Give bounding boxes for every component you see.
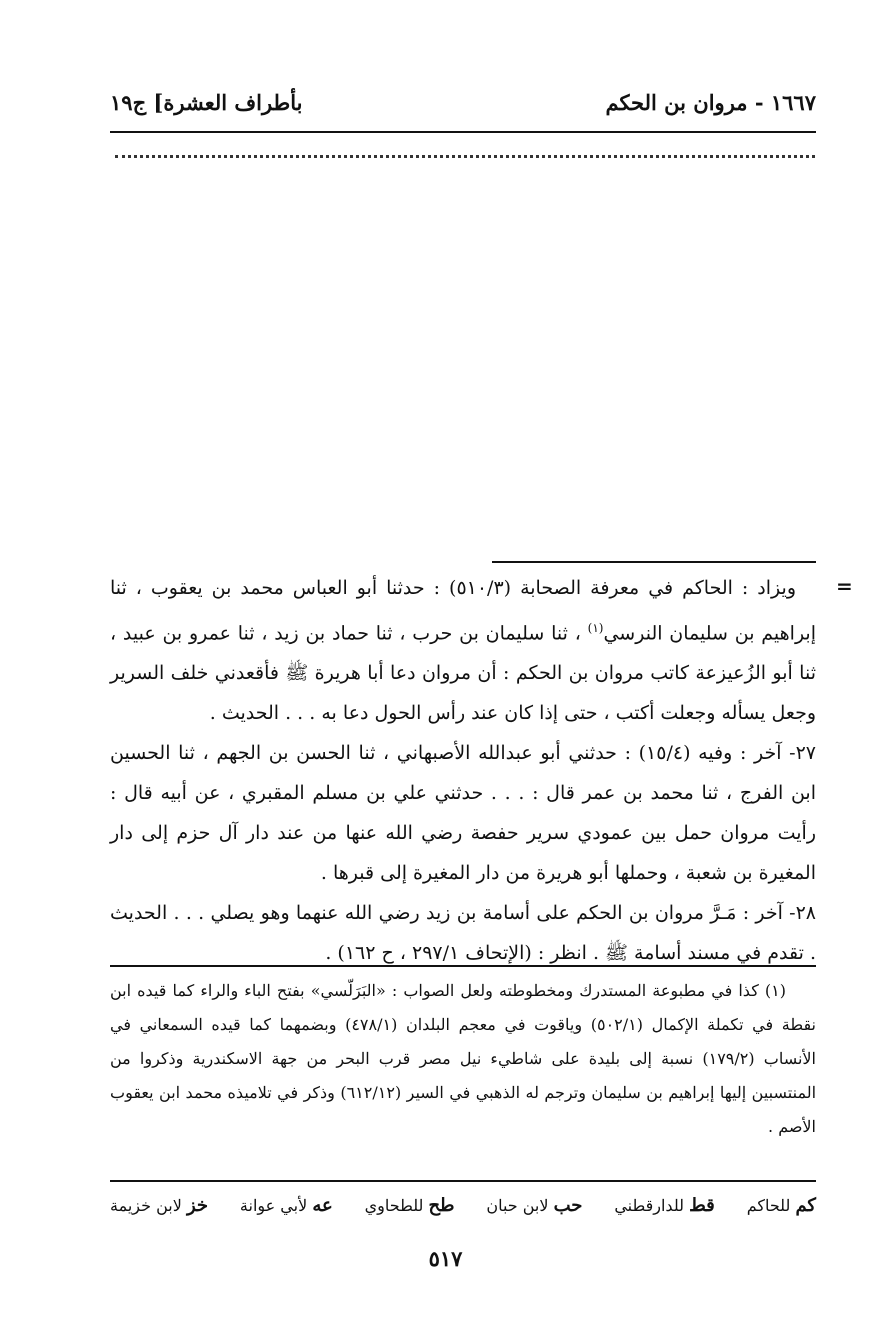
abbreviations-key bbox=[110, 1188, 816, 1222]
abbr-item: خز لابن خزيمة bbox=[110, 1194, 209, 1216]
footnote-reference: (١) bbox=[587, 621, 604, 635]
abbr-item: قط للدارقطني bbox=[614, 1194, 715, 1216]
header-rule bbox=[110, 131, 816, 133]
abbr-item: عه لأبي عوانة bbox=[239, 1194, 333, 1216]
page-number: ٥١٧ bbox=[428, 1246, 463, 1271]
paragraph-28: ٢٨- آخر : مَـرَّ مروان بن الحكم على أسامة بن زيد رضي الله عنهما وهو يصلي . . . الحديث . تقدم في مسند أسامة ﷺ . انظر : (الإتحاف ٢٩٧/١ ، ح ١٦٢) . bbox=[110, 902, 816, 965]
abbr-item: حب لابن حبان bbox=[486, 1194, 583, 1216]
continuation-mark: = bbox=[836, 574, 853, 598]
main-text bbox=[110, 568, 816, 973]
header-volume-title: بأطراف العشرة] ج١٩ bbox=[110, 89, 303, 115]
footnote-rule bbox=[110, 965, 816, 967]
paragraph-hakim: ويزاد : الحاكم في معرفة الصحابة (٥١٠/٣) : حدثنا أبو العباس محمد بن يعقوب ، ثنا إبراهيم بن سليمان النرسي$^{(١)}$ ، ثنا سليمان بن حرب ، ثنا حماد بن زيد ، ثنا عمرو بن عبيد ، ثنا أبو الزُعيزعة كاتب مروان بن الحكم : أن مروان دعا أبا هريرة ﷺ فأقعدني خلف السرير وجعل يسأله وجعلت أكتب ، حتى إذا كان عند رأس الحول دعا به . . . الحديث . bbox=[110, 577, 816, 725]
abbreviations-rule bbox=[110, 1180, 816, 1182]
continuation-rule bbox=[492, 561, 816, 563]
paragraph-27: ٢٧- آخر : وفيه (١٥/٤) : حدثني أبو عبدالله الأصبهاني ، ثنا الحسن بن الجهم ، ثنا الحسين ابن الفرج ، ثنا محمد بن عمر قال : . . . حدثني علي بن مسلم المقبري ، عن أبيه قال : رأيت مروان حمل بين عمودي سرير حفصة رضي الله عنها من عند دار آل حزم إلى دار المغيرة بن شعبة ، وحملها أبو هريرة من دار المغيرة إلى قبرها . bbox=[110, 742, 817, 885]
dotted-separator bbox=[115, 155, 815, 158]
header-chapter-title: ١٦٦٧ - مروان بن الحكم bbox=[605, 89, 816, 115]
footnote bbox=[110, 974, 816, 1144]
running-header bbox=[110, 80, 816, 124]
abbr-item: كم للحاكم bbox=[746, 1194, 816, 1216]
footnote-text: (١) كذا في مطبوعة المستدرك ومخطوطته ولعل الصواب : «البَرَلّسي» بفتح الباء والراء كما قيده ابن نقطة في تكملة الإكمال (٥٠٢/١) وياقوت في معجم البلدان (٤٧٨/١) وبضمهما كما قيده السمعاني في الأنساب (١٧٩/٢) نسبة إلى بليدة على شاطيء نيل مصر قرب البحر من جهة الاسكندرية وذكروا من المنتسبين إليها إبراهيم بن سليمان وترجم له الذهبي في السير (٦١٢/١٢) وذكر في تلاميذه محمد ابن يعقوب الأصم . bbox=[110, 981, 817, 1136]
abbr-item: طح للطحاوي bbox=[364, 1194, 455, 1216]
